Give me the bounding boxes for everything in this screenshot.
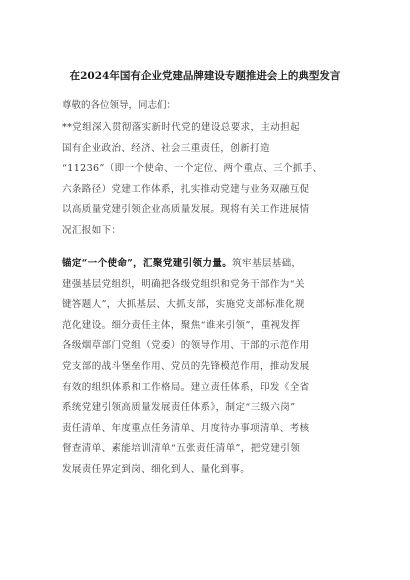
paragraph-line: 键答题人”，大抓基层、大抓支部，实施党支部标准化规 (62, 299, 305, 311)
paragraph-line: 各级烟草部门党组（党委）的领导作用、干部的示范作用 (62, 340, 310, 352)
section-heading: 锚定“一个使命”，汇聚党建引领力量。 (62, 258, 233, 269)
paragraph-line: 六条路径）党建工作体系，扎实推动党建与业务双融互促 (62, 183, 310, 195)
paragraph-line: **党组深入贯彻落实新时代党的建设总要求，主动担起 (62, 122, 301, 133)
paragraph-line: 有效的组织体系和工作格局。建立责任体系，印发《全省 (62, 381, 310, 393)
paragraph-line: 况汇报如下： (62, 224, 122, 236)
paragraph-line: 督查清单、素能培训清单“五张责任清单”，把党建引领 (62, 443, 301, 455)
paragraph-intro (62, 118, 352, 242)
paragraph-line: 以高质量党建引领企业高质量发展。现将有关工作进展情 (62, 204, 310, 216)
paragraph-first-line (62, 254, 352, 275)
paragraph-line: 范化建设。细分责任主体，聚焦“谁来引领”，重视发挥 (62, 319, 301, 331)
paragraph-line: 国有企业政治、经济、社会三重责任，创新打造 (62, 142, 270, 154)
paragraph-mission (62, 254, 352, 481)
paragraph-line: 党支部的战斗堡垒作用、党员的先锋模范作用，推动发展 (62, 360, 310, 372)
paragraph-line: “11236”（即一个使命、一个定位、两个重点、三个抓手、 (62, 163, 323, 175)
paragraph-line: 责任清单、年度重点任务清单、月度待办事项清单、考核 (62, 422, 310, 434)
paragraph-text: 筑牢基层基础， (232, 258, 302, 269)
paragraph-line: 系统党建引领高质量发展责任体系》，制定“三级六岗” (62, 402, 296, 414)
paragraph-line: 建强基层党组织，明确把各级党组织和党务干部作为“关 (62, 278, 305, 290)
salutation: 尊敬的各位领导，同志们： (62, 100, 177, 111)
paragraph-line: 发展责任界定到岗、细化到人、量化到事。 (62, 463, 251, 475)
document-title: 在2024年国有企业党建品牌建设专题推进会上的典型发言 (69, 70, 341, 82)
